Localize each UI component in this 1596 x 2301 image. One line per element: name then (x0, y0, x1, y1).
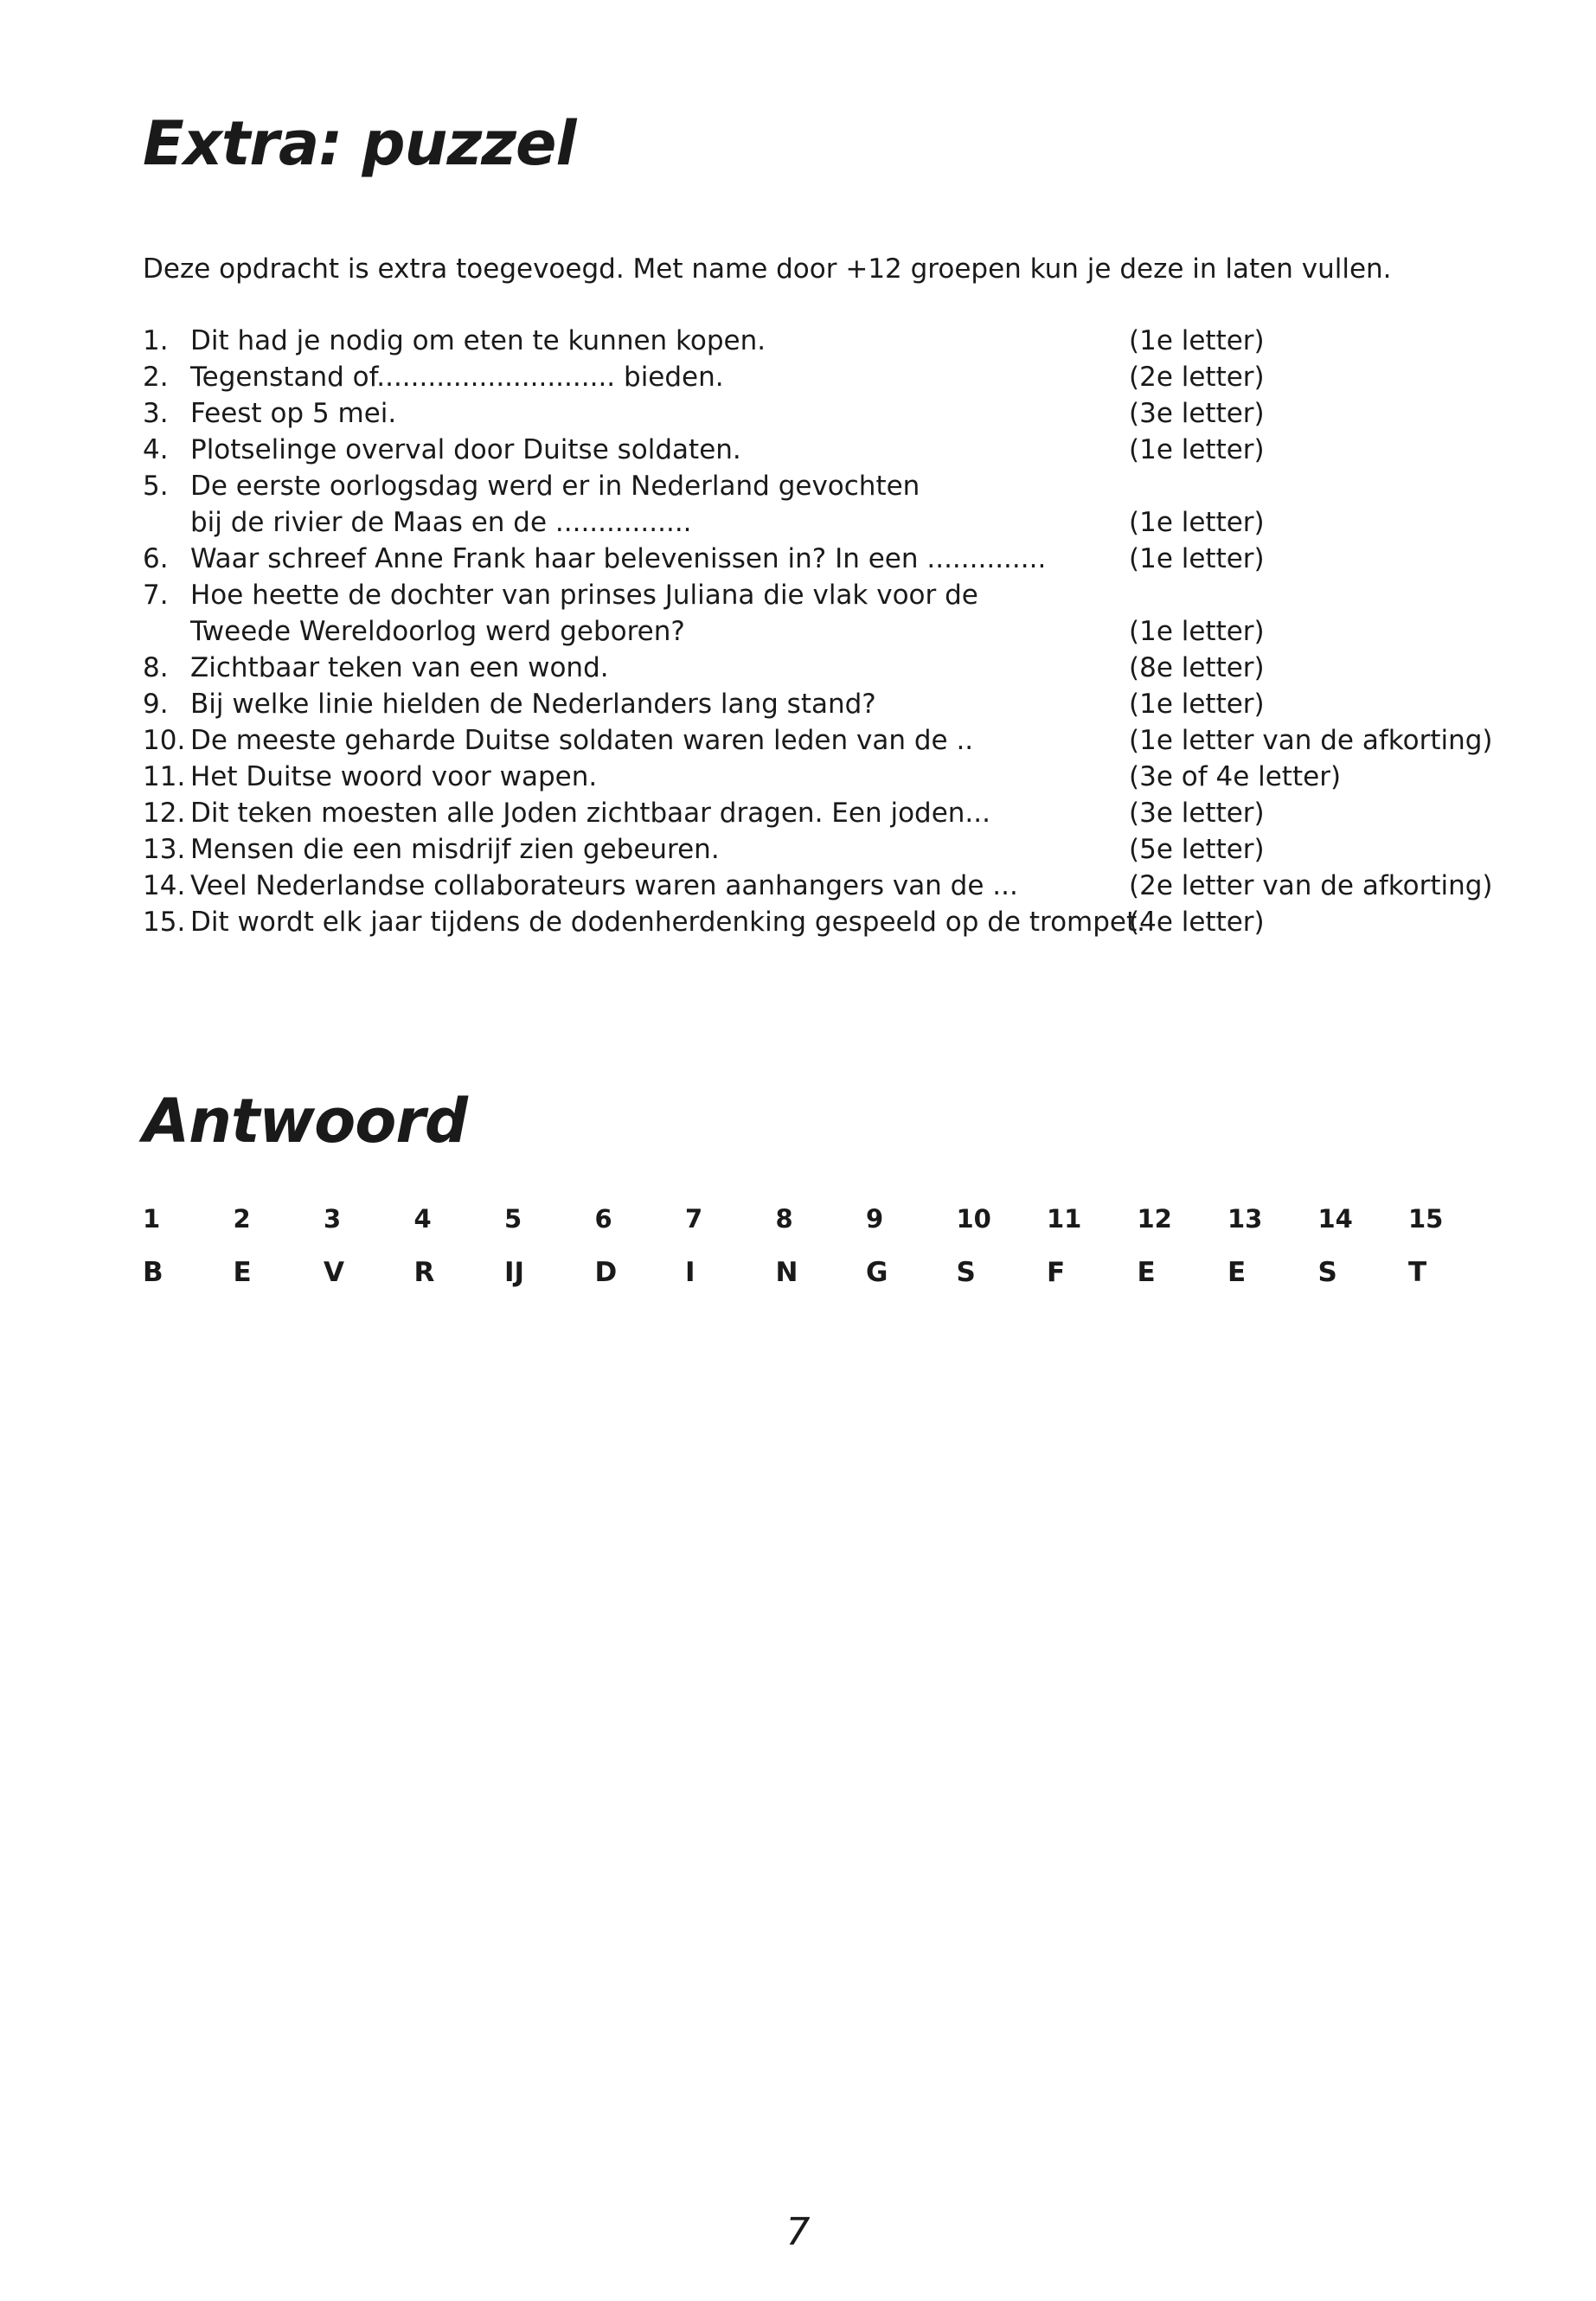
question-number: 13. (143, 834, 186, 865)
question-hint: (1e letter) (1129, 434, 1265, 465)
question-list (143, 323, 1492, 940)
question-text: Zichtbaar teken van een wond. (190, 652, 609, 683)
question-item (143, 541, 1492, 577)
question-item (143, 613, 1492, 650)
question-text: Waar schreef Anne Frank haar belevenissen in? In een .............. (190, 543, 1047, 574)
question-hint: (2e letter) (1129, 362, 1265, 393)
question-text: Dit wordt elk jaar tijdens de dodenherdenking gespeeld op de trompet. (190, 907, 1145, 938)
question-number (143, 504, 190, 541)
answer-letter: IJ (504, 1257, 525, 1288)
answer-number: 11 (1047, 1204, 1082, 1234)
question-number (143, 613, 190, 650)
answer-letter: N (775, 1257, 798, 1288)
question-number: 1. (143, 325, 169, 356)
question-item (143, 359, 1492, 395)
question-hint: (1e letter) (1129, 689, 1265, 720)
question-hint (1129, 577, 1492, 613)
answer-letter: V (324, 1257, 344, 1288)
question-text: Dit teken moesten alle Joden zichtbaar dragen. Een joden... (190, 798, 990, 829)
answer-letter: F (1047, 1257, 1066, 1288)
question-item (143, 868, 1492, 904)
question-number: 7. (143, 580, 169, 611)
answer-letter: E (1227, 1257, 1247, 1288)
question-item (143, 577, 1492, 613)
question-number: 15. (143, 907, 186, 938)
question-hint: (1e letter van de afkorting) (1129, 725, 1493, 756)
answer-number: 9 (866, 1204, 884, 1234)
question-number: 10. (143, 725, 186, 756)
question-text: Feest op 5 mei. (190, 398, 397, 429)
answer-number: 1 (143, 1204, 161, 1234)
answer-letter: S (1317, 1257, 1337, 1288)
question-number: 11. (143, 761, 186, 792)
question-text: Hoe heette de dochter van prinses Juliana die vlak voor de (190, 580, 978, 611)
question-item (143, 395, 1492, 432)
question-item (143, 831, 1492, 868)
question-item (143, 686, 1492, 722)
question-hint: (3e letter) (1129, 398, 1265, 429)
question-hint (1129, 468, 1492, 504)
question-hint: (3e of 4e letter) (1129, 761, 1342, 792)
question-number: 8. (143, 652, 169, 683)
question-hint: (5e letter) (1129, 834, 1265, 865)
question-text: Tegenstand of............................ bieden. (190, 362, 724, 393)
question-text: Dit had je nodig om eten te kunnen kopen. (190, 325, 766, 356)
answer-letter: S (956, 1257, 976, 1288)
question-number: 12. (143, 798, 186, 829)
answer-number: 12 (1137, 1204, 1172, 1234)
answer-letter-row (143, 1246, 1440, 1299)
question-hint: (8e letter) (1129, 652, 1265, 683)
question-item (143, 468, 1492, 504)
page-number: 7 (785, 2210, 811, 2254)
question-item (143, 432, 1492, 468)
question-number: 2. (143, 362, 169, 393)
answer-number: 7 (685, 1204, 703, 1234)
answer-letter: G (866, 1257, 888, 1288)
question-number: 14. (143, 870, 186, 901)
question-text: De eerste oorlogsdag werd er in Nederland gevochten (190, 471, 920, 502)
answer-number: 14 (1317, 1204, 1353, 1234)
question-text: Mensen die een misdrijf zien gebeuren. (190, 834, 720, 865)
answer-number: 5 (504, 1204, 522, 1234)
answer-number: 13 (1227, 1204, 1263, 1234)
answer-number: 6 (594, 1204, 612, 1234)
answer-letter: E (1137, 1257, 1156, 1288)
question-text: De meeste geharde Duitse soldaten waren leden van de .. (190, 725, 974, 756)
answer-number-row (143, 1192, 1444, 1246)
question-text: bij de rivier de Maas en de ................ (190, 507, 692, 538)
answer-number: 3 (324, 1204, 342, 1234)
question-number: 4. (143, 434, 169, 465)
question-hint: (2e letter van de afkorting) (1129, 870, 1493, 901)
question-item (143, 904, 1492, 940)
answer-letter: T (1408, 1257, 1427, 1288)
answer-number: 2 (233, 1204, 251, 1234)
answer-number: 8 (775, 1204, 793, 1234)
question-hint: (3e letter) (1129, 798, 1265, 829)
question-text: Plotselinge overval door Duitse soldaten. (190, 434, 741, 465)
question-item (143, 323, 1492, 359)
question-hint: (1e letter) (1129, 507, 1265, 538)
answer-letter: R (413, 1257, 435, 1288)
question-number: 3. (143, 398, 169, 429)
question-text: Tweede Wereldoorlog werd geboren? (190, 616, 685, 647)
answer-letter: D (594, 1257, 618, 1288)
answer-title: Antwoord (143, 1086, 467, 1157)
answer-letter: B (143, 1257, 163, 1288)
question-text: Het Duitse woord voor wapen. (190, 761, 598, 792)
answer-letter: I (685, 1257, 695, 1288)
question-text: Veel Nederlandse collaborateurs waren aanhangers van de ... (190, 870, 1018, 901)
question-item (143, 722, 1492, 759)
question-number: 9. (143, 689, 169, 720)
answer-letter: E (233, 1257, 252, 1288)
question-hint: (1e letter) (1129, 616, 1265, 647)
question-number: 5. (143, 471, 169, 502)
page-title: Extra: puzzel (143, 108, 576, 179)
question-item (143, 650, 1492, 686)
answer-grid (143, 1192, 1444, 1299)
question-number: 6. (143, 543, 169, 574)
question-hint: (4e letter) (1129, 907, 1265, 938)
question-item (143, 759, 1492, 795)
answer-number: 10 (956, 1204, 991, 1234)
question-item (143, 504, 1492, 541)
question-item (143, 795, 1492, 831)
question-hint: (1e letter) (1129, 325, 1265, 356)
answer-number: 15 (1408, 1204, 1444, 1234)
answer-number: 4 (413, 1204, 432, 1234)
question-text: Bij welke linie hielden de Nederlanders lang stand? (190, 689, 876, 720)
intro-text: Deze opdracht is extra toegevoegd. Met name door +12 groepen kun je deze in laten vullen. (143, 253, 1392, 285)
question-hint: (1e letter) (1129, 543, 1265, 574)
